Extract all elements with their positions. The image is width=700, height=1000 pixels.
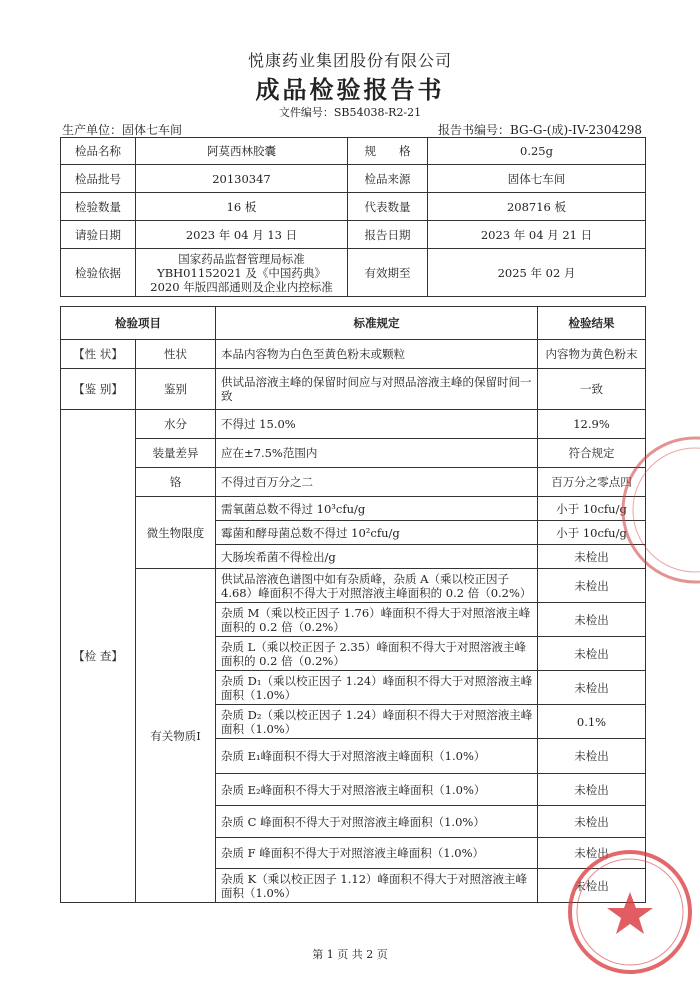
- result-text: 一致: [538, 369, 646, 410]
- result-text: 小于 10cfu/g: [538, 521, 646, 545]
- table-row: [61, 340, 646, 369]
- table-row: [61, 439, 646, 468]
- standard-text: 杂质 D₂（乘以校正因子 1.24）峰面积不得大于对照溶液主峰面积（1.0%）: [216, 705, 538, 739]
- table-row: [61, 497, 646, 521]
- seal-stamp-partial: [600, 430, 700, 590]
- result-text: 未检出: [538, 671, 646, 705]
- cell-label: 检品名称: [61, 138, 136, 165]
- info-row: [61, 138, 646, 165]
- col-result: 检验结果: [538, 307, 646, 340]
- cell-label: 有效期至: [348, 249, 428, 297]
- result-text: 符合规定: [538, 439, 646, 468]
- request-date: 2023 年 04 月 13 日: [136, 221, 348, 249]
- standard-text: 大肠埃希菌不得检出/g: [216, 545, 538, 569]
- item-name: 鉴别: [136, 369, 216, 410]
- table-row: [61, 410, 646, 439]
- result-text: 未检出: [538, 569, 646, 603]
- quality-seal-stamp: [566, 848, 694, 976]
- standard-text: 杂质 F 峰面积不得大于对照溶液主峰面积（1.0%）: [216, 838, 538, 869]
- item-name: 水分: [136, 410, 216, 439]
- standard-text: 杂质 E₁峰面积不得大于对照溶液主峰面积（1.0%）: [216, 739, 538, 774]
- page-number: 第 1 页 共 2 页: [312, 948, 388, 961]
- result-text: 小于 10cfu/g: [538, 497, 646, 521]
- sample-source: 固体七车间: [428, 165, 646, 193]
- item-name: 铬: [136, 468, 216, 497]
- standard-text: 应在±7.5%范围内: [216, 439, 538, 468]
- standard-text: 本品内容物为白色至黄色粉末或颗粒: [216, 340, 538, 369]
- info-table: [60, 137, 646, 297]
- standard-text: 霉菌和酵母菌总数不得过 10²cfu/g: [216, 521, 538, 545]
- result-text: 未检出: [538, 637, 646, 671]
- cell-label: 检品来源: [348, 165, 428, 193]
- table-row: [61, 369, 646, 410]
- standard-text: 杂质 M（乘以校正因子 1.76）峰面积不得大于对照溶液主峰面积的 0.2 倍（0.2%）: [216, 603, 538, 637]
- expiry-date: 2025 年 02 月: [428, 249, 646, 297]
- header-row: [61, 307, 646, 340]
- standard-text: 不得过 15.0%: [216, 410, 538, 439]
- info-row: [61, 221, 646, 249]
- table-row: [61, 468, 646, 497]
- cell-label: 检验依据: [61, 249, 136, 297]
- represented-quantity: 208716 板: [428, 193, 646, 221]
- result-text: 12.9%: [538, 410, 646, 439]
- item-name: 装量差异: [136, 439, 216, 468]
- standard-text: 杂质 D₁（乘以校正因子 1.24）峰面积不得大于对照溶液主峰面积（1.0%）: [216, 671, 538, 705]
- result-text: 0.1%: [538, 705, 646, 739]
- result-text: 未检出: [538, 603, 646, 637]
- result-text: 未检出: [538, 806, 646, 838]
- standard-text: 供试品溶液主峰的保留时间应与对照品溶液主峰的保留时间一致: [216, 369, 538, 410]
- test-basis: 国家药品监督管理局标准 YBH01152021 及《中国药典》2020 年版四部通则及企业内控标准: [136, 249, 348, 297]
- item-name: 微生物限度: [136, 497, 216, 569]
- result-text: 未检出: [538, 838, 646, 869]
- report-title: 成品检验报告书: [255, 75, 445, 104]
- standard-text: 杂质 E₂峰面积不得大于对照溶液主峰面积（1.0%）: [216, 774, 538, 806]
- report-date: 2023 年 04 月 21 日: [428, 221, 646, 249]
- company-name: 悦康药业集团股份有限公司: [247, 51, 452, 70]
- cell-label: 代表数量: [348, 193, 428, 221]
- result-text: 未检出: [538, 545, 646, 569]
- info-row: [61, 193, 646, 221]
- col-standard: 标准规定: [216, 307, 538, 340]
- cell-label: 报告日期: [348, 221, 428, 249]
- item-name: 性状: [136, 340, 216, 369]
- star-icon: [607, 892, 653, 934]
- cell-label: 请验日期: [61, 221, 136, 249]
- result-text: 未检出: [538, 869, 646, 903]
- standard-text: 杂质 L（乘以校正因子 2.35）峰面积不得大于对照溶液主峰面积的 0.2 倍（0.2%）: [216, 637, 538, 671]
- section-label: 【鉴 别】: [61, 369, 136, 410]
- section-label: 【性 状】: [61, 340, 136, 369]
- info-row: [61, 165, 646, 193]
- cell-label: 检品批号: [61, 165, 136, 193]
- result-text: 百万分之零点四: [538, 468, 646, 497]
- specification: 0.25g: [428, 138, 646, 165]
- test-table: [60, 306, 646, 903]
- cell-label: 规 格: [348, 138, 428, 165]
- info-row: [61, 249, 646, 297]
- result-text: 未检出: [538, 774, 646, 806]
- standard-text: 杂质 C 峰面积不得大于对照溶液主峰面积（1.0%）: [216, 806, 538, 838]
- production-unit: 生产单位：固体七车间: [62, 123, 183, 137]
- table-row: [61, 569, 646, 603]
- cell-label: 检验数量: [61, 193, 136, 221]
- standard-text: 不得过百万分之二: [216, 468, 538, 497]
- result-text: 内容物为黄色粉末: [538, 340, 646, 369]
- item-name: 有关物质Ⅰ: [136, 569, 216, 903]
- col-test-item: 检验项目: [61, 307, 216, 340]
- report-number: 报告书编号：BG-G-(成)-IV-2304298: [438, 123, 642, 137]
- product-name: 阿莫西林胶囊: [136, 138, 348, 165]
- section-label: 【检 查】: [61, 410, 136, 903]
- test-quantity: 16 板: [136, 193, 348, 221]
- standard-text: 杂质 K（乘以校正因子 1.12）峰面积不得大于对照溶液主峰面积（1.0%）: [216, 869, 538, 903]
- document-number: 文件编号：SB54038-R2-21: [278, 106, 422, 119]
- standard-text: 供试品溶液色谱图中如有杂质峰，杂质 A（乘以校正因子 4.68）峰面积不得大于对照溶液主峰面积的 0.2 倍（0.2%）: [216, 569, 538, 603]
- batch-number: 20130347: [136, 165, 348, 193]
- result-text: 未检出: [538, 739, 646, 774]
- standard-text: 需氧菌总数不得过 10³cfu/g: [216, 497, 538, 521]
